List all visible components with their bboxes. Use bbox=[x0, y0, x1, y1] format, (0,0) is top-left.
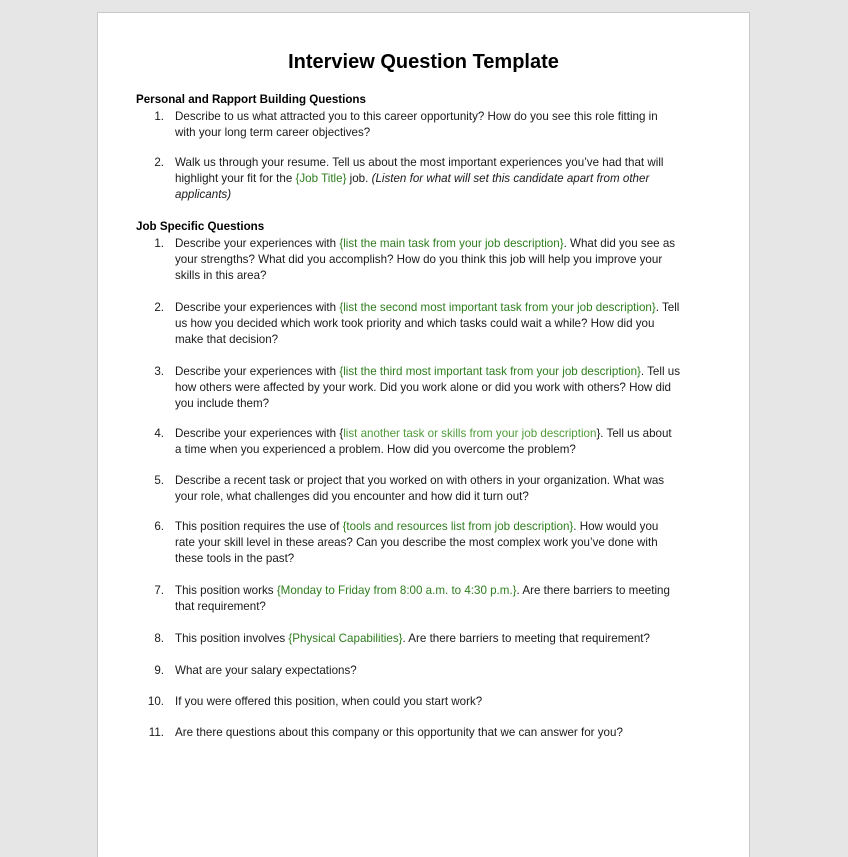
question-text bbox=[175, 694, 680, 710]
section-heading-job-specific: Job Specific Questions bbox=[136, 220, 265, 233]
question-text-part: This position involves bbox=[175, 632, 289, 645]
question-number: 7. bbox=[154, 584, 164, 597]
question-text-part: What are your salary expectations? bbox=[175, 664, 357, 677]
document-title: Interview Question Template bbox=[288, 51, 559, 73]
question-text-part: This position requires the use of bbox=[175, 520, 343, 533]
question-text-part: Describe your experiences with bbox=[175, 365, 340, 378]
question-number: 3. bbox=[154, 365, 164, 378]
question-text-part: . What did you see as your strengths? What did you accomplish? How do you think this job will help you improve your skills in this area? bbox=[175, 237, 676, 282]
question-number: 8. bbox=[154, 632, 164, 645]
question-text bbox=[175, 109, 680, 141]
question-text-part: . Are there barriers to meeting that requirement? bbox=[402, 632, 650, 645]
placeholder-second-task: {list the second most important task from your job description} bbox=[339, 301, 656, 314]
question-number: 2. bbox=[154, 301, 164, 314]
question-text-part: job. bbox=[346, 171, 372, 185]
question-number: 1. bbox=[154, 110, 164, 123]
question-text-part: If you were offered this position, when could you start work? bbox=[175, 695, 483, 708]
question-number: 2. bbox=[154, 156, 164, 169]
question-text-part: Describe a recent task or project that you worked on with others in your organization. What was your role, what challenges did you encounter and how did it turn out? bbox=[175, 474, 665, 503]
question-text bbox=[175, 236, 680, 283]
question-text bbox=[175, 663, 680, 679]
question-number: 4. bbox=[154, 427, 164, 440]
question-number: 10. bbox=[147, 695, 164, 708]
question-text-part: Are there questions about this company or this opportunity that we can answer for you? bbox=[175, 726, 623, 739]
question-number: 9. bbox=[154, 664, 164, 677]
question-text bbox=[175, 725, 680, 741]
question-text bbox=[175, 519, 680, 566]
document-page bbox=[97, 12, 750, 857]
question-text-part: . Tell us how you decided which work took priority and which tasks could wait a while? How did you make that decision? bbox=[175, 301, 680, 346]
question-text-part: Walk us through your resume. Tell us about the most important experiences you’ve had that will highlight your fit for the bbox=[175, 156, 664, 185]
interviewer-note: (Listen for what will set this candidate apart from other applicants) bbox=[175, 171, 650, 201]
question-number: 6. bbox=[154, 520, 164, 533]
question-text bbox=[175, 364, 680, 411]
question-text-part: Describe your experiences with { bbox=[175, 427, 344, 440]
question-text-part: Describe your experiences with bbox=[175, 301, 340, 314]
question-text-part: . Tell us how others were affected by your work. Did you work alone or did you work with others? How did you include them? bbox=[175, 365, 681, 410]
question-text bbox=[175, 300, 680, 347]
question-text bbox=[175, 426, 680, 458]
question-number: 5. bbox=[154, 474, 164, 487]
placeholder-job-title: {Job Title} bbox=[295, 171, 347, 185]
placeholder-third-task: {list the third most important task from your job description} bbox=[339, 365, 641, 378]
question-text-part: . Are there barriers to meeting that requirement? bbox=[175, 584, 670, 613]
question-text-part: Describe to us what attracted you to this career opportunity? How do you see this role fitting in with your long term career objectives? bbox=[175, 110, 658, 139]
question-text bbox=[175, 583, 680, 615]
section-heading-personal: Personal and Rapport Building Questions bbox=[136, 93, 366, 106]
question-text bbox=[175, 631, 680, 647]
question-text-part: . How would you rate your skill level in these areas? Can you describe the most complex work you’ve done with these tools in the past? bbox=[175, 520, 659, 565]
placeholder-work-hours: {Monday to Friday from 8:00 a.m. to 4:30 p.m.} bbox=[276, 584, 517, 597]
question-text bbox=[175, 473, 680, 505]
question-text-part: }. Tell us about a time when you experienced a problem. How did you overcome the problem? bbox=[175, 427, 672, 456]
question-number: 11. bbox=[148, 726, 164, 739]
question-number: 1. bbox=[154, 237, 164, 250]
question-text-part: This position works bbox=[175, 584, 277, 597]
question-text-part: Describe your experiences with bbox=[175, 237, 340, 250]
placeholder-another-task: list another task or skills from your job description bbox=[343, 427, 597, 440]
placeholder-main-task: {list the main task from your job description} bbox=[339, 237, 564, 250]
placeholder-physical-capabilities: {Physical Capabilities} bbox=[288, 632, 403, 645]
placeholder-tools-resources: {tools and resources list from job description} bbox=[342, 520, 574, 533]
question-text bbox=[175, 155, 680, 202]
